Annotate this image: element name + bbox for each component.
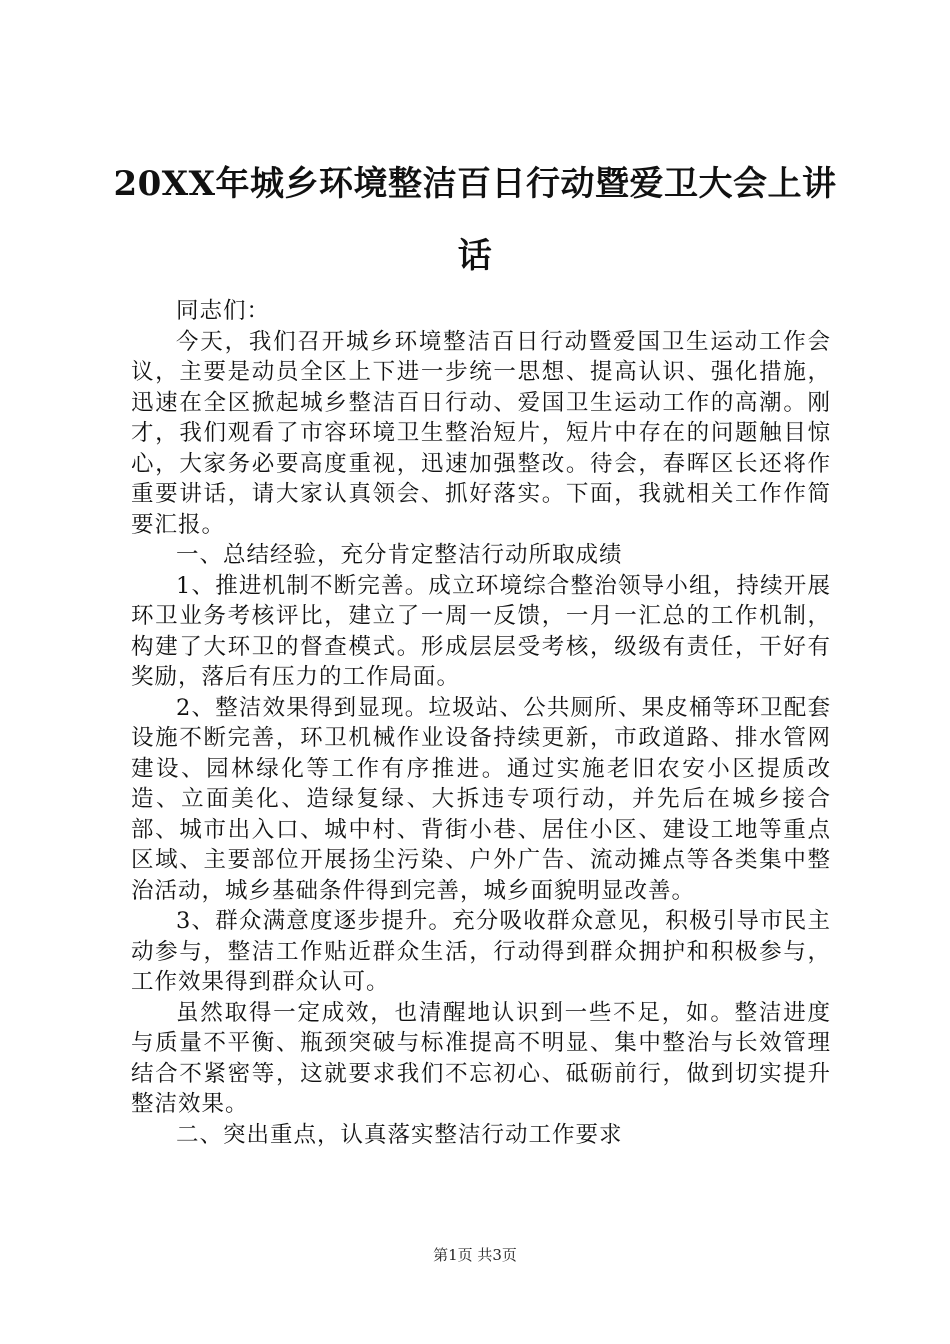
paragraph: 今天，我们召开城乡环境整洁百日行动暨爱国卫生运动工作会议，主要是动员全区上下进一步统一思想、提高认识、强化措施，迅速在全区掀起城乡整洁百日行动、爱国卫生运动工作的高潮。刚才，我们观看了市容环境卫生整治短片，短片中存在的问题触目惊心，大家务必要高度重视，迅速加强整改。待会，春晖区长还将作重要讲话，请大家认真领会、抓好落实。下面，我就相关工作作简要汇报。 (131, 328, 831, 538)
document-body (131, 296, 831, 1150)
document-title: 20XX年城乡环境整洁百日行动暨爱卫大会上讲话 (113, 164, 837, 276)
section-heading: 二、突出重点，认真落实整洁行动工作要求 (176, 1121, 623, 1148)
paragraph: 虽然取得一定成效，也清醒地认识到一些不足，如。整洁进度与质量不平衡、瓶颈突破与标准提高不明显、集中整治与长效管理结合不紧密等，这就要求我们不忘初心、砥砺前行，做到切实提升整洁效果。 (131, 999, 831, 1117)
paragraph: 2、整洁效果得到显现。垃圾站、公共厕所、果皮桶等环卫配套设施不断完善，环卫机械作业设备持续更新，市政道路、排水管网建设、园林绿化等工作有序推进。通过实施老旧农安小区提质改造、立面美化、造绿复绿、大拆违专项行动，并先后在城乡接合部、城市出入口、城中村、背街小巷、居住小区、建设工地等重点区域、主要部位开展扬尘污染、户外广告、流动摊点等各类集中整治活动，城乡基础条件得到完善，城乡面貌明显改善。 (131, 694, 831, 904)
paragraph: 3、群众满意度逐步提升。充分吸收群众意见，积极引导市民主动参与，整洁工作贴近群众生活，行动得到群众拥护和积极参与，工作效果得到群众认可。 (131, 908, 831, 995)
salutation: 同志们： (176, 298, 271, 324)
section-heading: 一、总结经验，充分肯定整洁行动所取成绩 (176, 542, 623, 568)
paragraph: 1、推进机制不断完善。成立环境综合整治领导小组，持续开展环卫业务考核评比，建立了一周一反馈，一月一汇总的工作机制，构建了大环卫的督查模式。形成层层受考核，级级有责任，干好有奖励，落后有压力的工作局面。 (131, 572, 831, 690)
page-footer: 第1页 共3页 (433, 1246, 517, 1264)
